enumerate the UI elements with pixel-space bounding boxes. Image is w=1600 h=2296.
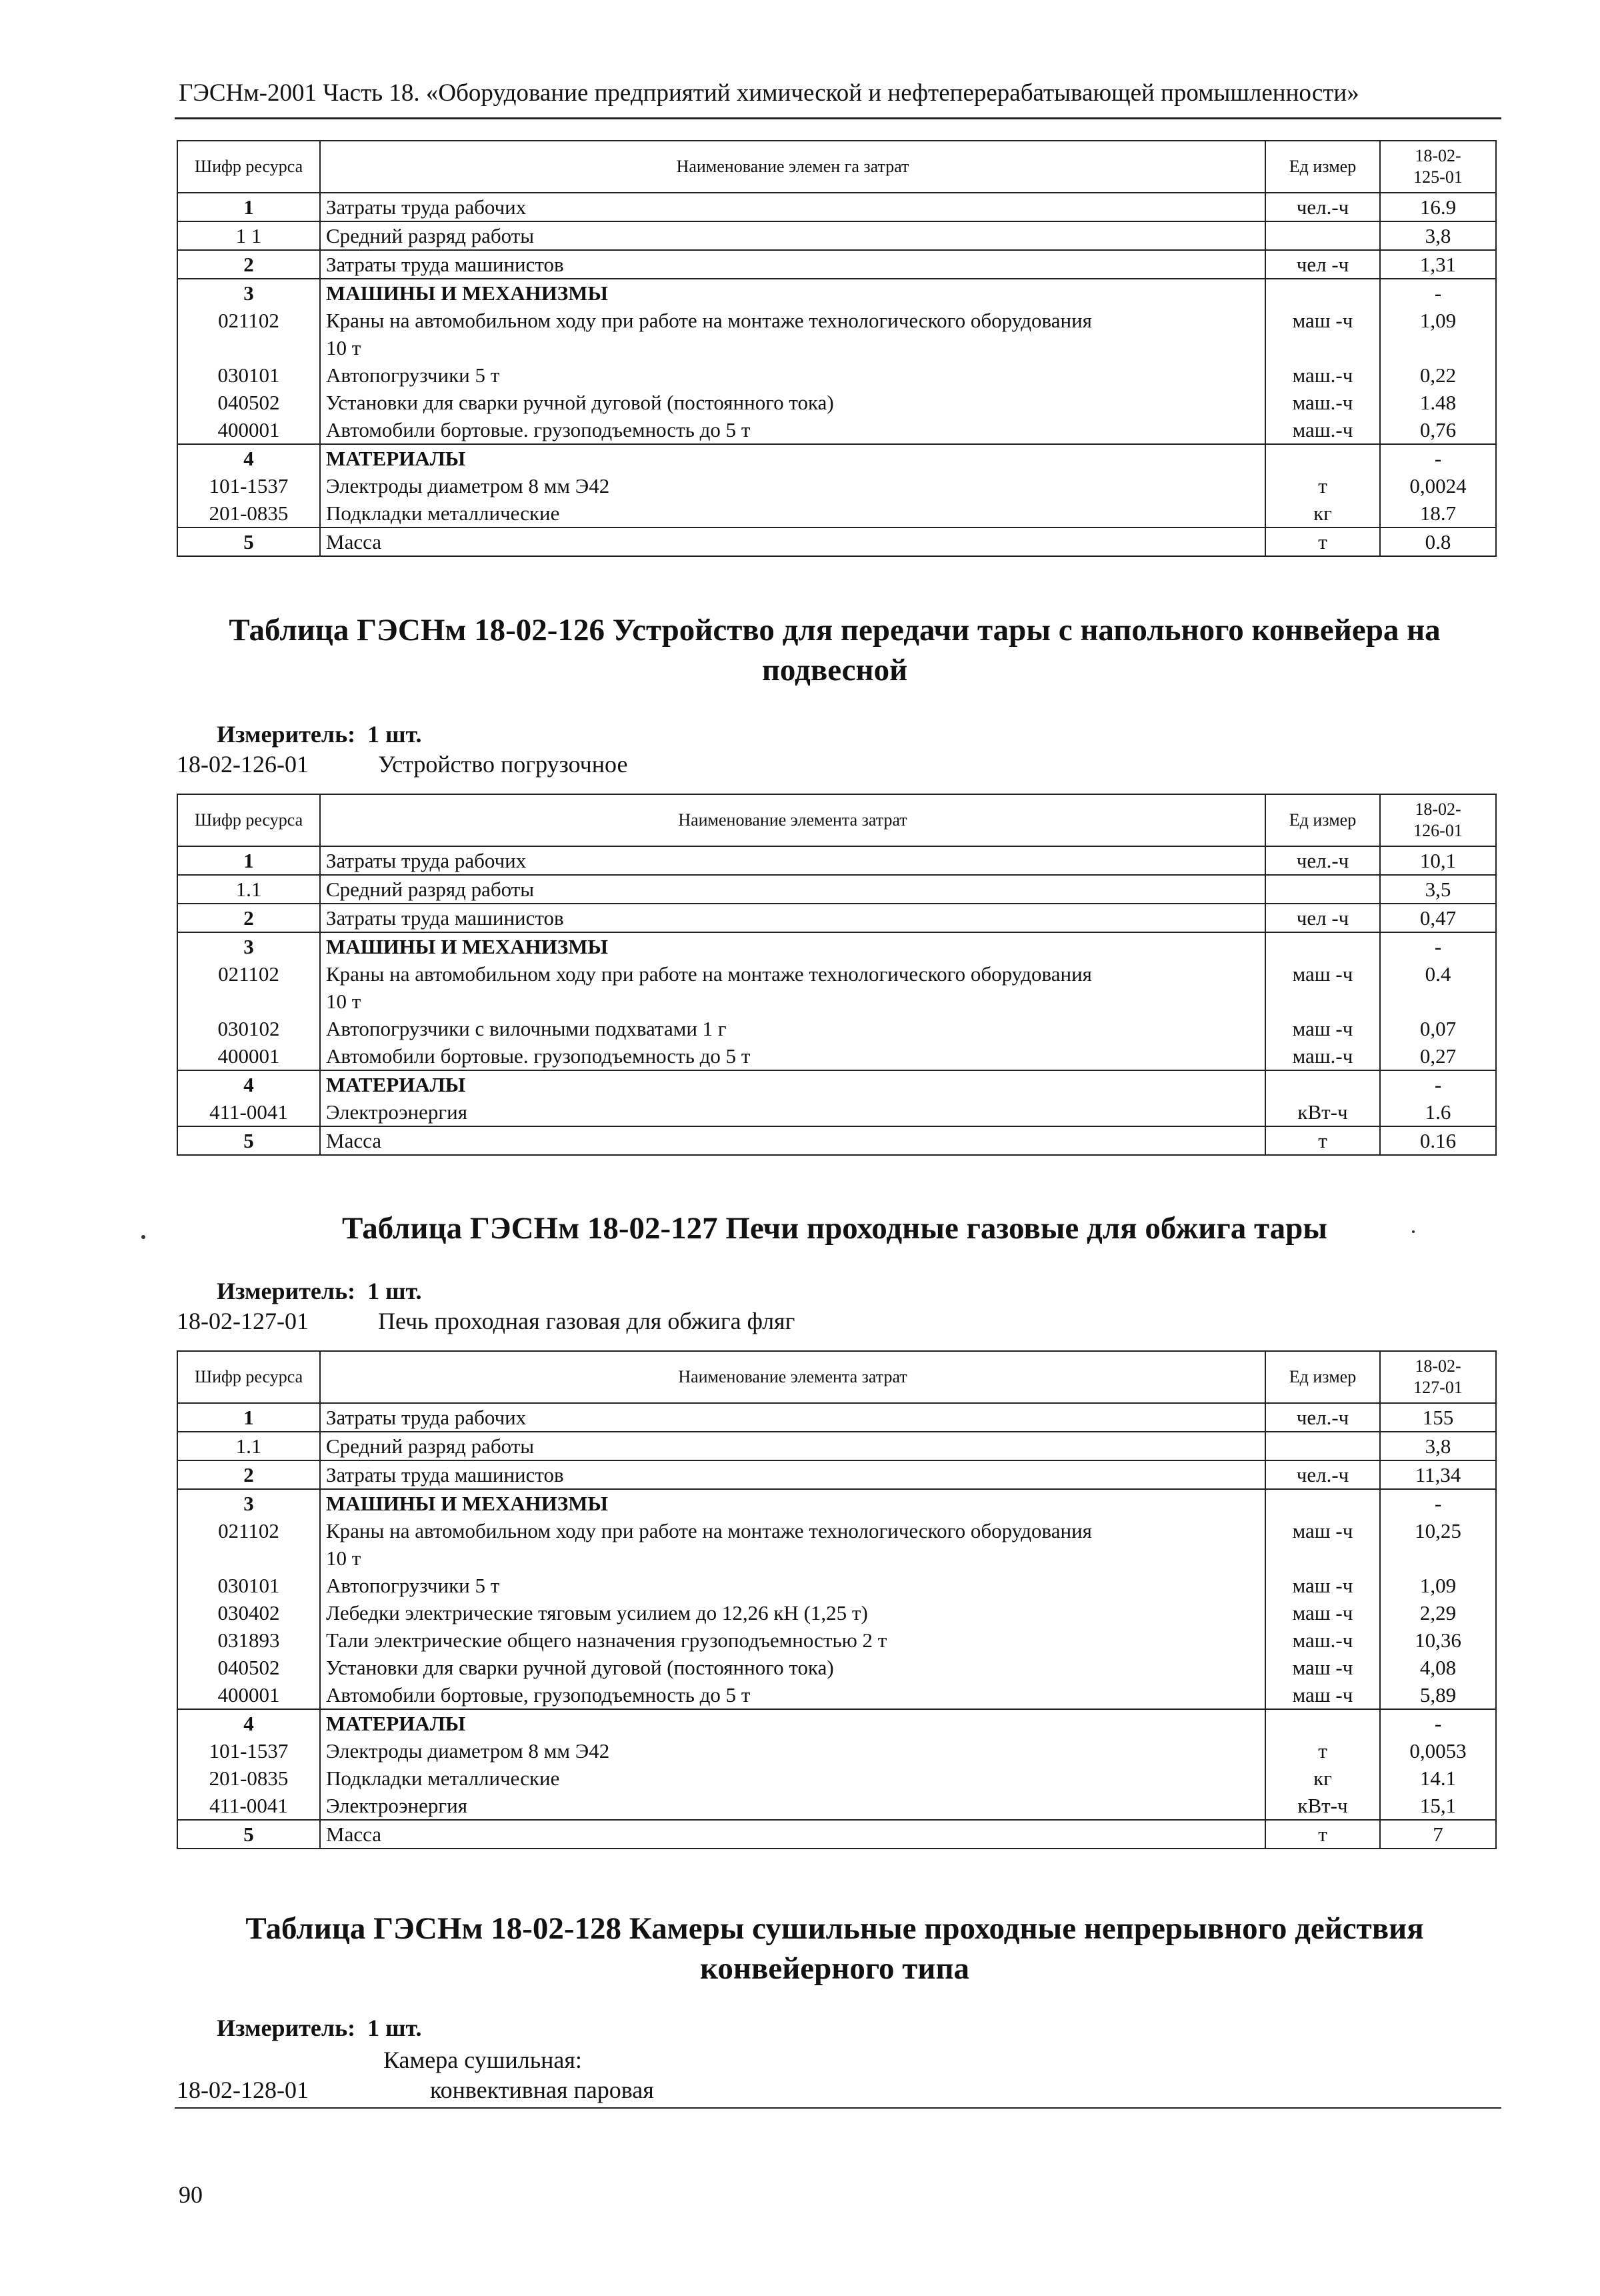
resource-code: 031893 — [177, 1626, 320, 1654]
resource-code: 030102 — [177, 1015, 320, 1042]
resource-code: 400001 — [177, 1042, 320, 1070]
table-row — [177, 1709, 1496, 1737]
resource-code: 4 — [177, 444, 320, 472]
resource-value: 0,07 — [1380, 1015, 1496, 1042]
resource-value: - — [1380, 1709, 1496, 1737]
table-row — [177, 1820, 1496, 1849]
column-header-value: 18-02- 126-01 — [1380, 794, 1496, 846]
resource-name: Тали электрические общего назначения грузоподъемностью 2 т — [320, 1626, 1265, 1654]
resource-value: 4,08 — [1380, 1654, 1496, 1681]
resource-unit: маш.-ч — [1265, 389, 1380, 416]
scan-speck — [1412, 1230, 1415, 1233]
resource-code: 1.1 — [177, 875, 320, 904]
resource-value: 0,22 — [1380, 361, 1496, 389]
resource-value: - — [1380, 932, 1496, 960]
page-number: 90 — [179, 2181, 203, 2208]
resource-value: 0,76 — [1380, 416, 1496, 444]
resource-unit: маш -ч — [1265, 1572, 1380, 1599]
page-header: ГЭСНм-2001 Часть 18. «Оборудование предприятий химической и нефтеперерабатывающей промышленности» — [179, 79, 1359, 107]
resource-name: Затраты труда рабочих — [320, 1403, 1265, 1432]
resource-code: 101-1537 — [177, 472, 320, 499]
resource-unit: чел.-ч — [1265, 846, 1380, 875]
resource-name: Автопогрузчики 5 т — [320, 361, 1265, 389]
table-row — [177, 279, 1496, 307]
resource-code: 1 1 — [177, 221, 320, 250]
resource-name: Затраты труда машинистов — [320, 904, 1265, 932]
column-header-code: Шифр ресурса — [177, 1351, 320, 1403]
resource-value: 0.4 — [1380, 960, 1496, 1015]
resource-value: 10,25 — [1380, 1517, 1496, 1572]
resource-code: 040502 — [177, 1654, 320, 1681]
resource-code: 2 — [177, 250, 320, 279]
table-row — [177, 904, 1496, 932]
resource-unit: маш.-ч — [1265, 416, 1380, 444]
table-row — [177, 1626, 1496, 1654]
table-row — [177, 1654, 1496, 1681]
subitem-header-128: Камера сушильная: — [383, 2047, 582, 2073]
resource-unit — [1265, 221, 1380, 250]
resource-code: 030101 — [177, 361, 320, 389]
table-row — [177, 221, 1496, 250]
table-row — [177, 193, 1496, 221]
resource-code: 1 — [177, 1403, 320, 1432]
resource-code: 411-0041 — [177, 1792, 320, 1820]
column-header-unit: Ед измер — [1265, 141, 1380, 193]
resource-code: 400001 — [177, 1681, 320, 1709]
table-title-126: Таблица ГЭСНм 18-02-126 Устройство для передачи тары с напольного конвейера на подвесной — [229, 613, 1441, 688]
resource-value: 1,09 — [1380, 307, 1496, 361]
resource-code: 5 — [177, 1820, 320, 1849]
column-header-value: 18-02- 125-01 — [1380, 141, 1496, 193]
resource-code: 101-1537 — [177, 1737, 320, 1765]
resource-name: Установки для сварки ручной дуговой (постоянного тока) — [320, 1654, 1265, 1681]
resource-code: 2 — [177, 904, 320, 932]
resource-name: Масса — [320, 1820, 1265, 1849]
resource-value: 14.1 — [1380, 1765, 1496, 1792]
resource-code: 030402 — [177, 1599, 320, 1626]
resource-unit — [1265, 932, 1380, 960]
resource-unit: кг — [1265, 1765, 1380, 1792]
measure-127: Измеритель: 1 шт. — [217, 1278, 422, 1304]
table-row — [177, 1042, 1496, 1070]
table-row — [177, 1737, 1496, 1765]
subitem-126: 18-02-126-01 Устройство погрузочное — [177, 751, 628, 778]
resource-unit: чел -ч — [1265, 250, 1380, 279]
resource-code: 201-0835 — [177, 1765, 320, 1792]
resource-unit: кВт-ч — [1265, 1098, 1380, 1126]
table-row — [177, 960, 1496, 1015]
table-row — [177, 1432, 1496, 1460]
table-row — [177, 472, 1496, 499]
column-header-unit: Ед измер — [1265, 794, 1380, 846]
resource-name: Затраты труда машинистов — [320, 250, 1265, 279]
resource-name: Краны на автомобильном ходу при работе на монтаже технологического оборудования 10 т — [320, 960, 1265, 1015]
table-row — [177, 499, 1496, 527]
column-header-unit: Ед измер — [1265, 1351, 1380, 1403]
resource-value: - — [1380, 1489, 1496, 1517]
resource-value: - — [1380, 1070, 1496, 1098]
resource-name: Затраты труда рабочих — [320, 193, 1265, 221]
resource-name: Установки для сварки ручной дуговой (постоянного тока) — [320, 389, 1265, 416]
table-row — [177, 250, 1496, 279]
resource-unit: т — [1265, 472, 1380, 499]
resource-name: Автомобили бортовые, грузоподъемность до 5 т — [320, 1681, 1265, 1709]
resource-unit — [1265, 1489, 1380, 1517]
resource-name: Подкладки металлические — [320, 499, 1265, 527]
resource-unit: чел.-ч — [1265, 1460, 1380, 1489]
resource-name: Автомобили бортовые. грузоподъемность до 5 т — [320, 1042, 1265, 1070]
resource-value: 0,0024 — [1380, 472, 1496, 499]
table-row — [177, 361, 1496, 389]
table-title-127: Таблица ГЭСНм 18-02-127 Печи проходные газовые для обжига тары — [342, 1211, 1327, 1246]
resource-value: 18.7 — [1380, 499, 1496, 527]
resource-code: 4 — [177, 1070, 320, 1098]
table-row — [177, 416, 1496, 444]
resource-value: 10,1 — [1380, 846, 1496, 875]
table-row — [177, 1126, 1496, 1155]
resource-name: Автомобили бортовые. грузоподъемность до 5 т — [320, 416, 1265, 444]
column-header-code: Шифр ресурса — [177, 141, 320, 193]
resource-name: Автопогрузчики 5 т — [320, 1572, 1265, 1599]
resource-code: 5 — [177, 1126, 320, 1155]
resource-code: 021102 — [177, 307, 320, 361]
table-row — [177, 932, 1496, 960]
header-rule — [175, 117, 1501, 119]
resource-name: Автопогрузчики с вилочными подхватами 1 г — [320, 1015, 1265, 1042]
resource-unit — [1265, 1432, 1380, 1460]
resource-unit — [1265, 875, 1380, 904]
resource-value: 1,09 — [1380, 1572, 1496, 1599]
resource-name: МАТЕРИАЛЫ — [320, 1070, 1265, 1098]
resource-table-125 — [177, 140, 1497, 557]
resource-value: 7 — [1380, 1820, 1496, 1849]
resource-value: 0,47 — [1380, 904, 1496, 932]
resource-value: 15,1 — [1380, 1792, 1496, 1820]
table-row — [177, 1517, 1496, 1572]
resource-name: Электроэнергия — [320, 1098, 1265, 1126]
resource-code: 021102 — [177, 1517, 320, 1572]
resource-code: 400001 — [177, 416, 320, 444]
resource-code: 040502 — [177, 389, 320, 416]
column-header-name: Наименование элемента затрат — [320, 1351, 1265, 1403]
resource-name: МАШИНЫ И МЕХАНИЗМЫ — [320, 932, 1265, 960]
resource-name: Подкладки металлические — [320, 1765, 1265, 1792]
resource-code: 3 — [177, 1489, 320, 1517]
resource-unit — [1265, 279, 1380, 307]
resource-unit: маш -ч — [1265, 1517, 1380, 1572]
resource-unit: маш -ч — [1265, 307, 1380, 361]
resource-unit — [1265, 1070, 1380, 1098]
table-row — [177, 307, 1496, 361]
resource-name: МАТЕРИАЛЫ — [320, 1709, 1265, 1737]
resource-unit: маш.-ч — [1265, 1042, 1380, 1070]
column-header-code: Шифр ресурса — [177, 794, 320, 846]
resource-unit: чел.-ч — [1265, 193, 1380, 221]
resource-name: Средний разряд работы — [320, 875, 1265, 904]
table-row — [177, 1489, 1496, 1517]
resource-code: 030101 — [177, 1572, 320, 1599]
resource-name: Краны на автомобильном ходу при работе на монтаже технологического оборудования 10 т — [320, 1517, 1265, 1572]
measure-126: Измеритель: 1 шт. — [217, 721, 422, 748]
resource-code: 5 — [177, 527, 320, 556]
resource-name: Средний разряд работы — [320, 221, 1265, 250]
table-row — [177, 1070, 1496, 1098]
resource-value: - — [1380, 444, 1496, 472]
resource-unit: маш -ч — [1265, 1015, 1380, 1042]
resource-value: 3,8 — [1380, 1432, 1496, 1460]
resource-name: Масса — [320, 1126, 1265, 1155]
resource-name: МАШИНЫ И МЕХАНИЗМЫ — [320, 1489, 1265, 1517]
resource-unit: т — [1265, 1737, 1380, 1765]
resource-unit: т — [1265, 1820, 1380, 1849]
resource-value: - — [1380, 279, 1496, 307]
column-header-value: 18-02- 127-01 — [1380, 1351, 1496, 1403]
resource-name: Масса — [320, 527, 1265, 556]
table-row — [177, 875, 1496, 904]
resource-unit: маш -ч — [1265, 1654, 1380, 1681]
resource-unit — [1265, 444, 1380, 472]
resource-value: 2,29 — [1380, 1599, 1496, 1626]
resource-value: 1.6 — [1380, 1098, 1496, 1126]
resource-name: Электроды диаметром 8 мм Э42 — [320, 1737, 1265, 1765]
resource-name: Электроэнергия — [320, 1792, 1265, 1820]
resource-code: 1 — [177, 193, 320, 221]
subitem-128: 18-02-128-01 конвективная паровая — [177, 2077, 654, 2103]
resource-unit: кВт-ч — [1265, 1792, 1380, 1820]
resource-code: 201-0835 — [177, 499, 320, 527]
table-row — [177, 1098, 1496, 1126]
resource-value: 0,27 — [1380, 1042, 1496, 1070]
table-row — [177, 1015, 1496, 1042]
resource-unit: маш -ч — [1265, 1681, 1380, 1709]
table-row — [177, 444, 1496, 472]
resource-code: 021102 — [177, 960, 320, 1015]
resource-unit: маш.-ч — [1265, 1626, 1380, 1654]
resource-name: Лебедки электрические тяговым усилием до 12,26 кН (1,25 т) — [320, 1599, 1265, 1626]
table-row — [177, 1460, 1496, 1489]
resource-code: 1.1 — [177, 1432, 320, 1460]
resource-unit: маш -ч — [1265, 1599, 1380, 1626]
resource-value: 155 — [1380, 1403, 1496, 1432]
resource-table-127 — [177, 1350, 1497, 1849]
resource-name: Средний разряд работы — [320, 1432, 1265, 1460]
resource-code: 4 — [177, 1709, 320, 1737]
table-row — [177, 1599, 1496, 1626]
resource-code: 3 — [177, 279, 320, 307]
resource-value: 10,36 — [1380, 1626, 1496, 1654]
resource-unit: кг — [1265, 499, 1380, 527]
resource-name: Краны на автомобильном ходу при работе на монтаже технологического оборудования 10 т — [320, 307, 1265, 361]
resource-value: 1.48 — [1380, 389, 1496, 416]
resource-value: 0.16 — [1380, 1126, 1496, 1155]
resource-unit: чел.-ч — [1265, 1403, 1380, 1432]
table-row — [177, 1681, 1496, 1709]
table-row — [177, 846, 1496, 875]
resource-value: 0.8 — [1380, 527, 1496, 556]
resource-code: 3 — [177, 932, 320, 960]
resource-value: 1,31 — [1380, 250, 1496, 279]
resource-name: Затраты труда машинистов — [320, 1460, 1265, 1489]
table-row — [177, 1403, 1496, 1432]
resource-value: 11,34 — [1380, 1460, 1496, 1489]
column-header-name: Наименование элемен га затрат — [320, 141, 1265, 193]
resource-unit: т — [1265, 1126, 1380, 1155]
resource-value: 5,89 — [1380, 1681, 1496, 1709]
resource-unit: чел -ч — [1265, 904, 1380, 932]
resource-name: МАТЕРИАЛЫ — [320, 444, 1265, 472]
column-header-name: Наименование элемента затрат — [320, 794, 1265, 846]
scan-speck — [141, 1235, 145, 1239]
resource-value: 3,8 — [1380, 221, 1496, 250]
table-row — [177, 1792, 1496, 1820]
resource-unit: маш -ч — [1265, 960, 1380, 1015]
subitem-127: 18-02-127-01 Печь проходная газовая для обжига фляг — [177, 1308, 795, 1334]
resource-table-126 — [177, 794, 1497, 1156]
resource-code: 1 — [177, 846, 320, 875]
resource-name: МАШИНЫ И МЕХАНИЗМЫ — [320, 279, 1265, 307]
table-row — [177, 389, 1496, 416]
resource-code: 2 — [177, 1460, 320, 1489]
resource-unit: маш.-ч — [1265, 361, 1380, 389]
resource-value: 16.9 — [1380, 193, 1496, 221]
resource-value: 3,5 — [1380, 875, 1496, 904]
resource-unit — [1265, 1709, 1380, 1737]
resource-value: 0,0053 — [1380, 1737, 1496, 1765]
resource-code: 411-0041 — [177, 1098, 320, 1126]
table-title-128: Таблица ГЭСНм 18-02-128 Камеры сушильные проходные непрерывного действия конвейерного типа — [245, 1911, 1424, 1986]
table-row — [177, 1765, 1496, 1792]
measure-128: Измеритель: 1 шт. — [217, 2015, 422, 2041]
resource-name: Затраты труда рабочих — [320, 846, 1265, 875]
resource-name: Электроды диаметром 8 мм Э42 — [320, 472, 1265, 499]
table-row — [177, 1572, 1496, 1599]
table-row — [177, 527, 1496, 556]
resource-unit: т — [1265, 527, 1380, 556]
footer-rule — [175, 2107, 1501, 2109]
